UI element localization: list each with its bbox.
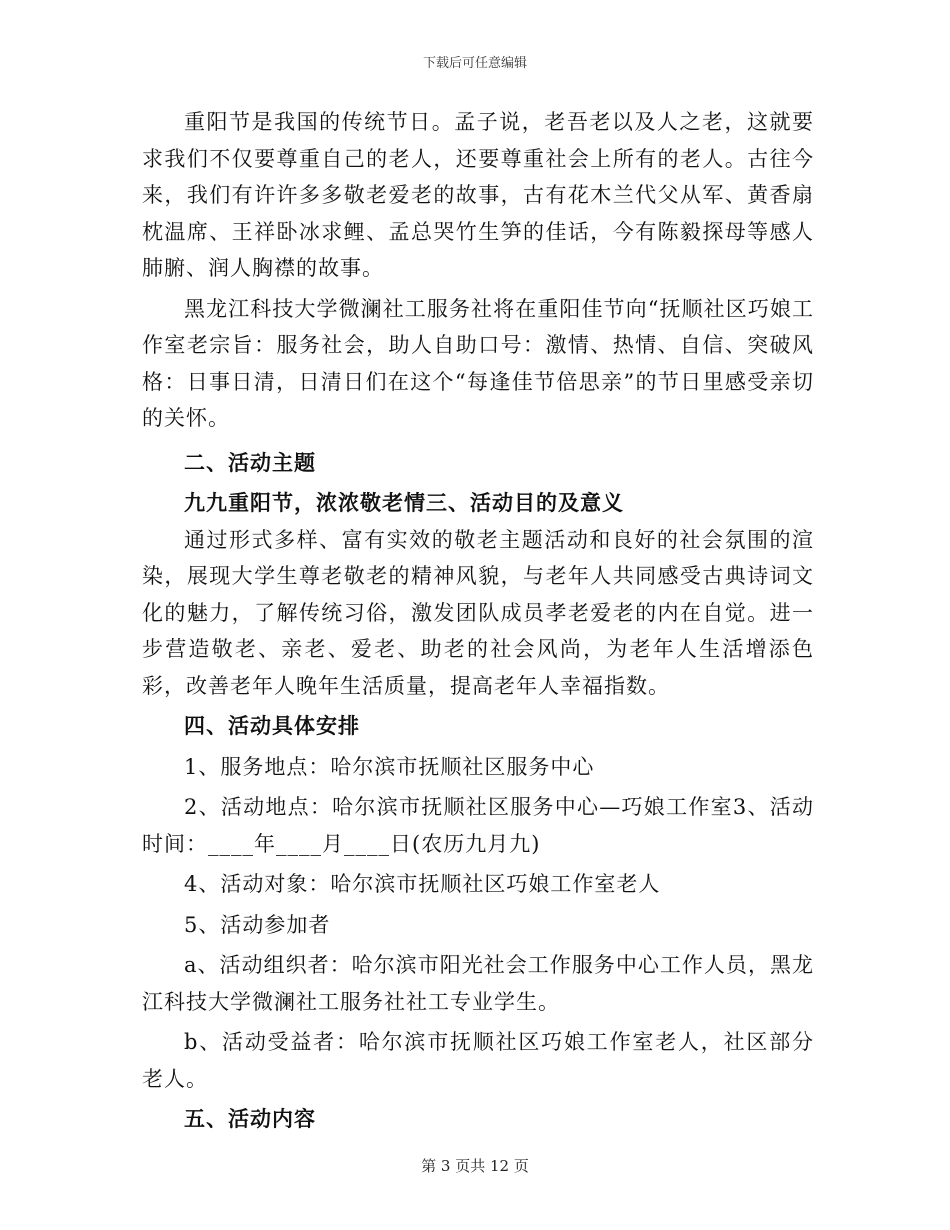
list-item-activity-location: 2、活动地点：哈尔滨市抚顺社区服务中心—巧娘工作室3、活动时间：____年____月____日(农历九月九) bbox=[142, 795, 814, 856]
list-item-participants: 5、活动参加者 bbox=[184, 912, 331, 937]
paragraph-purpose: 通过形式多样、富有实效的敬老主题活动和良好的社会氛围的渲染，展现大学生尊老敬老的精神风貌，与老年人共同感受古典诗词文化的魅力，了解传统习俗，激发团队成员孝老爱老的内在自觉。进一步营造敬老、亲老、爱老、助老的社会风尚，为老年人生活增添色彩，改善老年人晚年生活质量，提高老年人幸福指数。 bbox=[142, 527, 814, 698]
heading-content: 五、活动内容 bbox=[184, 1107, 316, 1131]
paragraph-intro: 重阳节是我国的传统节日。孟子说，老吾老以及人之老，这就要求我们不仅要尊重自己的老人，还要尊重社会上所有的老人。古往今来，我们有许许多多敬老爱老的故事，古有花木兰代父从军、黄香扇枕温席、王祥卧冰求鲤、孟总哭竹生笋的佳话，今有陈毅探母等感人肺腑、润人胸襟的故事。 bbox=[142, 110, 814, 280]
page-header: 下载后可任意编辑 bbox=[422, 56, 527, 71]
list-item-beneficiaries: b、活动受益者：哈尔滨市抚顺社区巧娘工作室老人，社区部分老人。 bbox=[142, 1030, 814, 1091]
heading-theme: 二、活动主题 bbox=[184, 450, 316, 475]
page-footer: 第 3 页共 12 页 bbox=[421, 1157, 529, 1175]
list-item-service-location: 1、服务地点：哈尔滨市抚顺社区服务中心 bbox=[184, 754, 595, 779]
heading-purpose: 九九重阳节，浓浓敬老情三、活动目的及意义 bbox=[184, 491, 624, 515]
paragraph-organizer: 黑龙江科技大学微澜社工服务社将在重阳佳节向“抚顺社区巧娘工作室老宗旨：服务社会，助人自助口号：激情、热情、自信、突破风格：日事日清，日清日们在这个“每逢佳节倍思亲”的节日里感受亲切的关怀。 bbox=[142, 296, 814, 430]
heading-arrangement: 四、活动具体安排 bbox=[184, 714, 360, 738]
document-body bbox=[142, 104, 814, 1138]
list-item-activity-target: 4、活动对象：哈尔滨市抚顺社区巧娘工作室老人 bbox=[184, 872, 661, 896]
list-item-organizers: a、活动组织者：哈尔滨市阳光社会工作服务中心工作人员，黑龙江科技大学微澜社工服务社社工专业学生。 bbox=[142, 953, 814, 1014]
